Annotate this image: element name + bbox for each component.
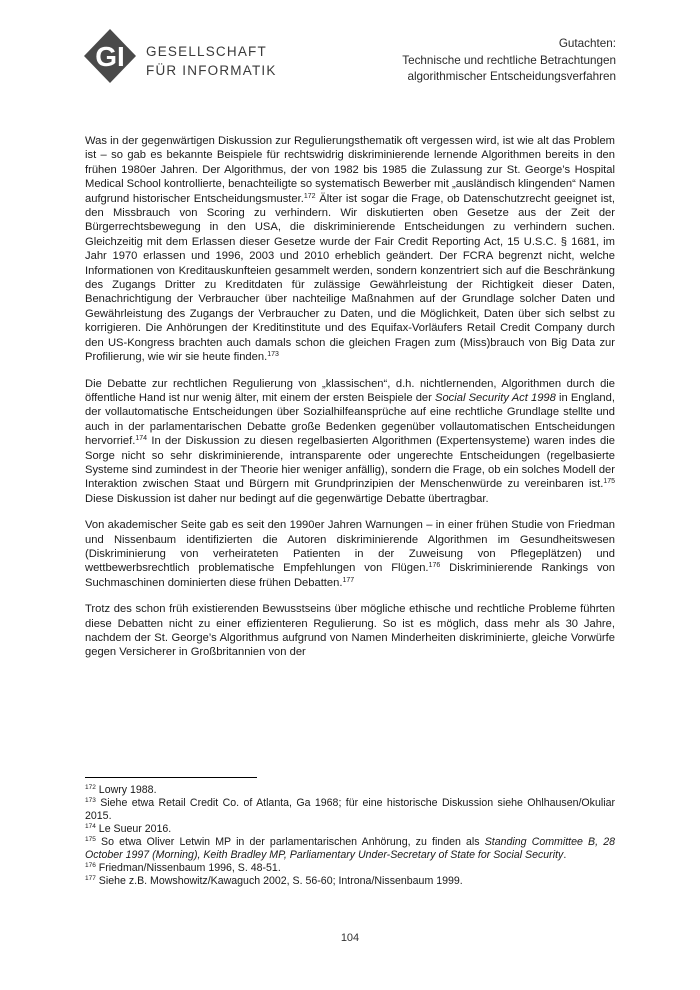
paragraph-text: Die Debatte zur rechtlichen Regulierung von „klassischen“, d.h. nichtlernenden, Algorithmen durch die öffentliche Hand ist nur wenig älter, mit einem der ersten Beispiele der: [85, 377, 615, 404]
italic-title: Social Security Act 1998: [435, 391, 556, 404]
footnote-number: 172: [85, 784, 96, 791]
footnote-ref: 177: [342, 576, 355, 584]
footnote-text: Lowry 1988.: [95, 784, 157, 796]
footnote-text: So etwa Oliver Letwin MP in der parlamentarischen Anhörung, zu finden als: [95, 836, 485, 848]
footnote-text: Siehe z.B. Mowshowitz/Kawaguch 2002, S. 56-60; Introna/Nissenbaum 1999.: [95, 875, 463, 887]
footnote-ref: 174: [135, 435, 148, 443]
paragraph-4: [85, 602, 615, 660]
footnote-text: Le Sueur 2016.: [95, 823, 172, 835]
document-title-line3: algorithmischer Entscheidungsverfahren: [407, 70, 616, 83]
paragraph-text: Diskriminierende Rankings von Suchmaschinen dominierten diese frühen Debatten.: [85, 562, 615, 589]
footnote-177: [85, 875, 615, 888]
logo-letters: GI: [95, 41, 125, 72]
paragraph-text: In der Diskussion zu diesen regelbasierten Algorithmen (Expertensysteme) waren indes die Sorge nicht so sehr diskriminierende, intransparente oder ungerechte Entscheidungen (regelbasierte Systeme sind zumindest in der Theorie hier weniger anfällig), sondern die Frage, ob ein solches Modell der Interaktion zwischen Staat und Bürgern mit Grundprinzipien der Menschenwürde zu vereinbaren ist.: [85, 435, 615, 491]
org-name-line1: GESELLSCHAFT: [146, 44, 267, 59]
footnotes: [85, 777, 615, 888]
paragraph-3: [85, 518, 615, 590]
footnote-number: 174: [85, 823, 96, 830]
footnote-text: .: [563, 849, 567, 861]
paragraph-text: Was in der gegenwärtigen Diskussion zur Regulierungsthematik oft vergessen wird, ist wie alt das Problem ist – so gab es bekannte Beispiele für rechtswidrig diskriminierende lernende Algorithmen bereits in den frühen 1980er Jahren. Der Algorithmus, der von 1982 bis 1985 die Zulassung zur St. George’s Hospital Medical School kontrollierte, benachteiligte so systematisch Bewerber mit „ausländisch klingenden“ Namen aufgrund historischer Entscheidungsmuster.: [85, 135, 615, 205]
paragraph-text: Diese Diskussion ist daher nur bedingt auf die gegenwärtige Debatte übertragbar.: [85, 492, 489, 505]
footnote-divider: [85, 777, 257, 778]
footnote-ref: 175: [603, 478, 615, 486]
footnote-174: [85, 823, 615, 836]
footnote-italic: Standing Committee B, 28 October 1997 (Morning), Keith Bradley MP, Parliamentary Under-Secretary of State for Social Security: [85, 836, 615, 861]
footnote-ref: 172: [303, 192, 316, 200]
gi-logo-icon: [82, 28, 138, 84]
document-title-line1: Gutachten:: [558, 37, 616, 50]
footnote-ref: 176: [428, 562, 441, 570]
footnote-number: 173: [85, 797, 96, 804]
org-name-line2: FÜR INFORMATIK: [146, 63, 277, 78]
body-text: [85, 134, 615, 672]
paragraph-text: Von akademischer Seite gab es seit den 1990er Jahren Warnungen – in einer frühen Studie von Friedman und Nissenbaum identifizierten die Autoren diskriminierende Algorithmen im Gesundheitswesen (Diskriminierung von verheirateten Patienten in der Zuweisung von Pflegeplätzen) und wettbewerbsrechtlich problematische Empfehlungen von Flügen.: [85, 519, 615, 575]
footnote-number: 176: [85, 862, 96, 869]
footnote-176: [85, 862, 615, 875]
footnote-175: [85, 836, 615, 862]
footnote-text: Friedman/Nissenbaum 1996, S. 48-51.: [95, 862, 281, 874]
footnote-173: [85, 797, 615, 823]
org-name: [146, 42, 277, 80]
footnote-number: 177: [85, 875, 96, 882]
paragraph-2: [85, 377, 615, 507]
footnote-text: Siehe etwa Retail Credit Co. of Atlanta, Ga 1968; für eine historische Diskussion siehe Ohlhausen/Okuliar 2015.: [85, 797, 615, 822]
footnote-172: [85, 784, 615, 797]
page-number: 104: [340, 932, 360, 944]
paragraph-text: Älter ist sogar die Frage, ob Datenschutzrecht geeignet ist, den Missbrauch von Scoring zu verhindern. Wir diskutierten oben Gesetze aus der Zeit der Bürgerrechtsbewegung in den USA, die diskriminierende Entscheidungen zu verhindern suchen. Gleichzeitig mit dem Erlassen dieser Gesetze wurde der Fair Credit Reporting Act, 15 U.S.C. § 1681, im Jahr 1970 erlassen und 1996, 2003 und 2010 erheblich geändert. Der FCRA begrenzt nicht, welche Informationen von Kreditauskunfteien gesammelt werden, sondern konzentriert sich auf die Beschränkung des Zugangs Dritter zu Kreditdaten für zulässige Gewährleistung der Richtigkeit dieser Daten, Benachrichtigung der Verbraucher über nachteilige Maßnahmen auf der Grundlage solcher Daten und Gewährleistung des Zugangs der Verbraucher zu Daten, und die Möglichkeit, Daten über sich selbst zu korrigieren. Die Anhörungen der Kreditinstitute und des Equifax-Vorläufers Retail Credit Company durch den US-Kongress brachten auch damals schon die gleichen Fragen zum (Miss)brauch von Big Data zur Profilierung, wie wir sie heute finden.: [85, 192, 615, 364]
paragraph-text: in England, der vollautomatische Entscheidungen über Sozialhilfeansprüche auf eine rechtliche Grundlage stellte und auch in der parlamentarischen Debatte große Bedenken gegenüber vollautomatischen Entscheidungen hervorrief.: [85, 391, 615, 448]
gi-logo: [82, 28, 282, 84]
paragraph-1: [85, 134, 615, 365]
document-title: [402, 36, 616, 86]
document-title-line2: Technische und rechtliche Betrachtungen: [402, 53, 616, 67]
paragraph-text: Trotz des schon früh existierenden Bewusstseins über mögliche ethische und rechtliche Probleme führten diese Debatten nicht zu einer effizienteren Regulierung. So ist es möglich, dass mehr als 30 Jahre, nachdem der St. George’s Algorithmus aufgrund von Namen Minderheiten diskriminierte, gleiche Vorwürfe gegen Versicherer in Großbritannien von der: [85, 603, 615, 659]
footnote-number: 175: [85, 836, 96, 843]
footnote-ref: 173: [267, 351, 279, 359]
